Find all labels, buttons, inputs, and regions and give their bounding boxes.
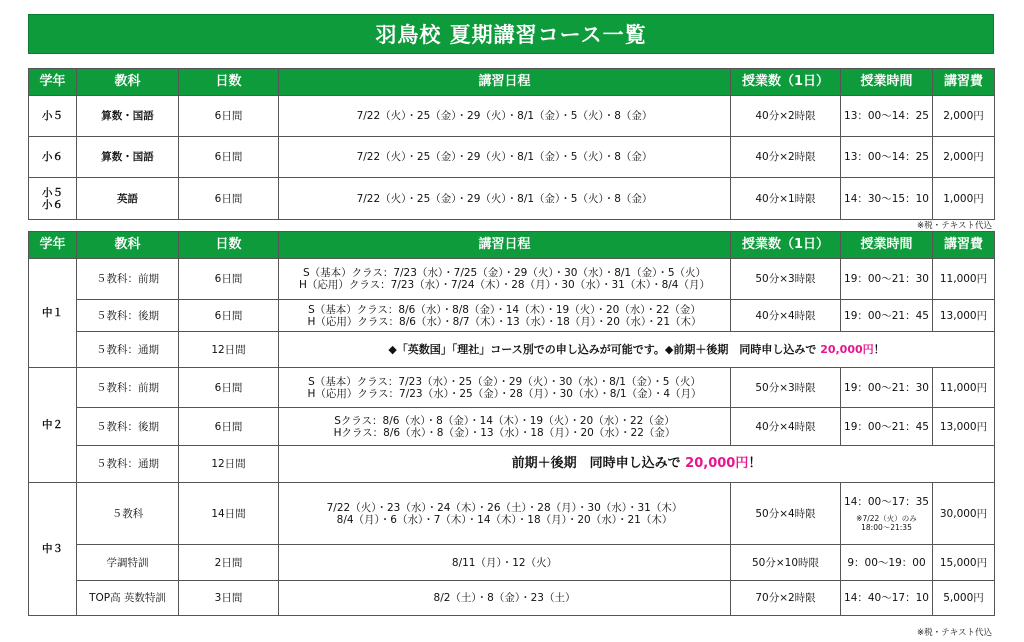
time-cell: 13：00～14：25 bbox=[841, 137, 933, 178]
combo-price: 20,000円 bbox=[685, 456, 749, 471]
schedule-cell bbox=[279, 408, 731, 446]
fee-cell: 13,000円 bbox=[933, 300, 995, 332]
lessons-cell: 50分×10時限 bbox=[731, 545, 841, 581]
lessons-cell: 50分×3時限 bbox=[731, 259, 841, 300]
notice-end: ！ bbox=[873, 342, 885, 356]
table-row bbox=[29, 581, 995, 616]
schedule-line-2: 8/4（月）・6（水）・7（木）・14（木）・18（月）・20（水）・21（木） bbox=[336, 513, 673, 526]
lessons-cell: 40分×1時限 bbox=[731, 178, 841, 220]
time-cell: 9：00～19：00 bbox=[841, 545, 933, 581]
table-header-row bbox=[29, 69, 995, 96]
schedule-cell: 7/22（火）・25（金）・29（火）・8/1（金）・5（火）・8（金） bbox=[279, 137, 731, 178]
page-title: 羽鳥校 夏期講習コース一覧 bbox=[28, 14, 994, 54]
header-days: 日数 bbox=[179, 69, 279, 96]
days-cell: 2日間 bbox=[179, 545, 279, 581]
lessons-cell: 40分×4時限 bbox=[731, 408, 841, 446]
header-lessons: 授業数（1日） bbox=[731, 232, 841, 259]
days-cell: 6日間 bbox=[179, 368, 279, 408]
subject-cell: 学調特訓 bbox=[77, 545, 179, 581]
days-cell: 6日間 bbox=[179, 96, 279, 137]
time-cell: 19：00～21：30 bbox=[841, 259, 933, 300]
table-row bbox=[29, 137, 995, 178]
tax-note: ※税・テキスト代込 bbox=[917, 221, 992, 231]
fee-cell: 11,000円 bbox=[933, 259, 995, 300]
table-row bbox=[29, 446, 995, 483]
subject-cell: ５教科：後期 bbox=[77, 300, 179, 332]
table-row bbox=[29, 332, 995, 368]
header-time: 授業時間 bbox=[841, 69, 933, 96]
grade-cell: 中３ bbox=[29, 483, 77, 616]
combo-price: 20,000円 bbox=[820, 342, 874, 356]
notice-text: ◆「英数国」「理社」コース別での申し込みが可能です。◆前期＋後期 同時申し込みで bbox=[388, 342, 817, 356]
notice-text: 前期＋後期 同時申し込みで bbox=[511, 456, 681, 471]
header-schedule: 講習日程 bbox=[279, 232, 731, 259]
grade-cell: 小６ bbox=[29, 137, 77, 178]
fee-cell: 30,000円 bbox=[933, 483, 995, 545]
fee-cell: 13,000円 bbox=[933, 408, 995, 446]
time-cell: 19：00～21：45 bbox=[841, 408, 933, 446]
header-subject: 教科 bbox=[77, 69, 179, 96]
table-row bbox=[29, 259, 995, 300]
grade-cell: 中１ bbox=[29, 259, 77, 368]
lessons-cell: 40分×2時限 bbox=[731, 137, 841, 178]
fee-cell: 2,000円 bbox=[933, 96, 995, 137]
days-cell: 12日間 bbox=[179, 332, 279, 368]
lessons-cell: 50分×3時限 bbox=[731, 368, 841, 408]
junior-high-course-table bbox=[28, 231, 995, 616]
notice-end: ！ bbox=[748, 456, 762, 471]
subject-cell: 英語 bbox=[77, 178, 179, 220]
table-row bbox=[29, 368, 995, 408]
grade-cell: 小５ 小６ bbox=[29, 178, 77, 220]
schedule-s-class: Sクラス：8/6（水）・8（金）・14（木）・19（火）・20（水）・22（金） bbox=[334, 414, 675, 427]
header-fee: 講習費 bbox=[933, 69, 995, 96]
time-cell: 14：30～15：10 bbox=[841, 178, 933, 220]
schedule-cell: 8/11（月）・12（火） bbox=[279, 545, 731, 581]
table-header-row bbox=[29, 232, 995, 259]
header-days: 日数 bbox=[179, 232, 279, 259]
time-cell: 14：40～17：10 bbox=[841, 581, 933, 616]
fee-cell: 2,000円 bbox=[933, 137, 995, 178]
table-row bbox=[29, 408, 995, 446]
elementary-course-table bbox=[28, 68, 995, 220]
schedule-cell bbox=[279, 300, 731, 332]
subject-cell: ５教科：通期 bbox=[77, 332, 179, 368]
time-note: ※7/22（火）のみ 18:00～21:35 bbox=[856, 513, 917, 532]
days-cell: 6日間 bbox=[179, 259, 279, 300]
schedule-cell bbox=[279, 368, 731, 408]
tax-note-bottom: ※税・テキスト代込 bbox=[917, 628, 992, 638]
time-cell: 19：00～21：45 bbox=[841, 300, 933, 332]
grade-cell: 小５ bbox=[29, 96, 77, 137]
schedule-cell: 8/2（土）・8（金）・23（土） bbox=[279, 581, 731, 616]
subject-cell: 算数・国語 bbox=[77, 137, 179, 178]
subject-cell: TOP高 英数特訓 bbox=[77, 581, 179, 616]
schedule-s-class: S（基本）クラス：7/23（水）・25（金）・29（火）・30（水）・8/1（金）・5（火） bbox=[308, 375, 701, 388]
table-row bbox=[29, 178, 995, 220]
lessons-cell: 40分×4時限 bbox=[731, 300, 841, 332]
fee-cell: 15,000円 bbox=[933, 545, 995, 581]
header-lessons: 授業数（1日） bbox=[731, 69, 841, 96]
days-cell: 3日間 bbox=[179, 581, 279, 616]
fee-cell: 1,000円 bbox=[933, 178, 995, 220]
days-cell: 6日間 bbox=[179, 137, 279, 178]
table-row bbox=[29, 545, 995, 581]
table-row bbox=[29, 96, 995, 137]
grade-cell: 中２ bbox=[29, 368, 77, 483]
schedule-s-class: S（基本）クラス：7/23（水）・7/25（金）・29（火）・30（水）・8/1（金）・5（火） bbox=[302, 267, 707, 279]
schedule-cell bbox=[279, 483, 731, 545]
days-cell: 6日間 bbox=[179, 408, 279, 446]
days-cell: 6日間 bbox=[179, 178, 279, 220]
fee-cell: 11,000円 bbox=[933, 368, 995, 408]
time-cell: 19：00～21：30 bbox=[841, 368, 933, 408]
subject-cell: ５教科：後期 bbox=[77, 408, 179, 446]
schedule-cell: 7/22（火）・25（金）・29（火）・8/1（金）・5（火）・8（金） bbox=[279, 178, 731, 220]
table-row bbox=[29, 483, 995, 545]
subject-cell: 算数・国語 bbox=[77, 96, 179, 137]
schedule-h-class: H（応用）クラス：8/6（水）・8/7（木）・13（水）・18（月）・20（水）・21（木） bbox=[307, 315, 702, 328]
header-subject: 教科 bbox=[77, 232, 179, 259]
subject-cell: ５教科：前期 bbox=[77, 259, 179, 300]
schedule-h-class: Hクラス：8/6（水）・8（金）・13（水）・18（月）・20（水）・22（金） bbox=[333, 426, 676, 439]
header-grade: 学年 bbox=[29, 69, 77, 96]
time-main: 14：00～17：35 bbox=[844, 495, 929, 508]
days-cell: 6日間 bbox=[179, 300, 279, 332]
fee-cell: 5,000円 bbox=[933, 581, 995, 616]
table-row bbox=[29, 300, 995, 332]
schedule-line-1: 7/22（火）・23（水）・24（木）・26（土）・28（月）・30（水）・31（木） bbox=[326, 501, 683, 514]
schedule-h-class: H（応用）クラス：7/23（水）・25（金）・28（月）・30（水）・8/1（金）・4（月） bbox=[307, 387, 702, 400]
header-time: 授業時間 bbox=[841, 232, 933, 259]
subject-cell: ５教科：前期 bbox=[77, 368, 179, 408]
schedule-cell bbox=[279, 259, 731, 300]
schedule-cell: 7/22（火）・25（金）・29（火）・8/1（金）・5（火）・8（金） bbox=[279, 96, 731, 137]
time-cell bbox=[841, 483, 933, 545]
lessons-cell: 70分×2時限 bbox=[731, 581, 841, 616]
subject-cell: ５教科 bbox=[77, 483, 179, 545]
header-fee: 講習費 bbox=[933, 232, 995, 259]
days-cell: 14日間 bbox=[179, 483, 279, 545]
time-cell: 13：00～14：25 bbox=[841, 96, 933, 137]
combo-notice bbox=[279, 446, 995, 483]
schedule-s-class: S（基本）クラス：8/6（水）・8/8（金）・14（木）・19（火）・20（水）・22（金） bbox=[308, 303, 701, 316]
schedule-h-class: H（応用）クラス：7/23（水）・7/24（木）・28（月）・30（水）・31（木）・8/4（月） bbox=[299, 279, 710, 291]
lessons-cell: 40分×2時限 bbox=[731, 96, 841, 137]
lessons-cell: 50分×4時限 bbox=[731, 483, 841, 545]
combo-notice bbox=[279, 332, 995, 368]
header-grade: 学年 bbox=[29, 232, 77, 259]
subject-cell: ５教科：通期 bbox=[77, 446, 179, 483]
header-schedule: 講習日程 bbox=[279, 69, 731, 96]
days-cell: 12日間 bbox=[179, 446, 279, 483]
